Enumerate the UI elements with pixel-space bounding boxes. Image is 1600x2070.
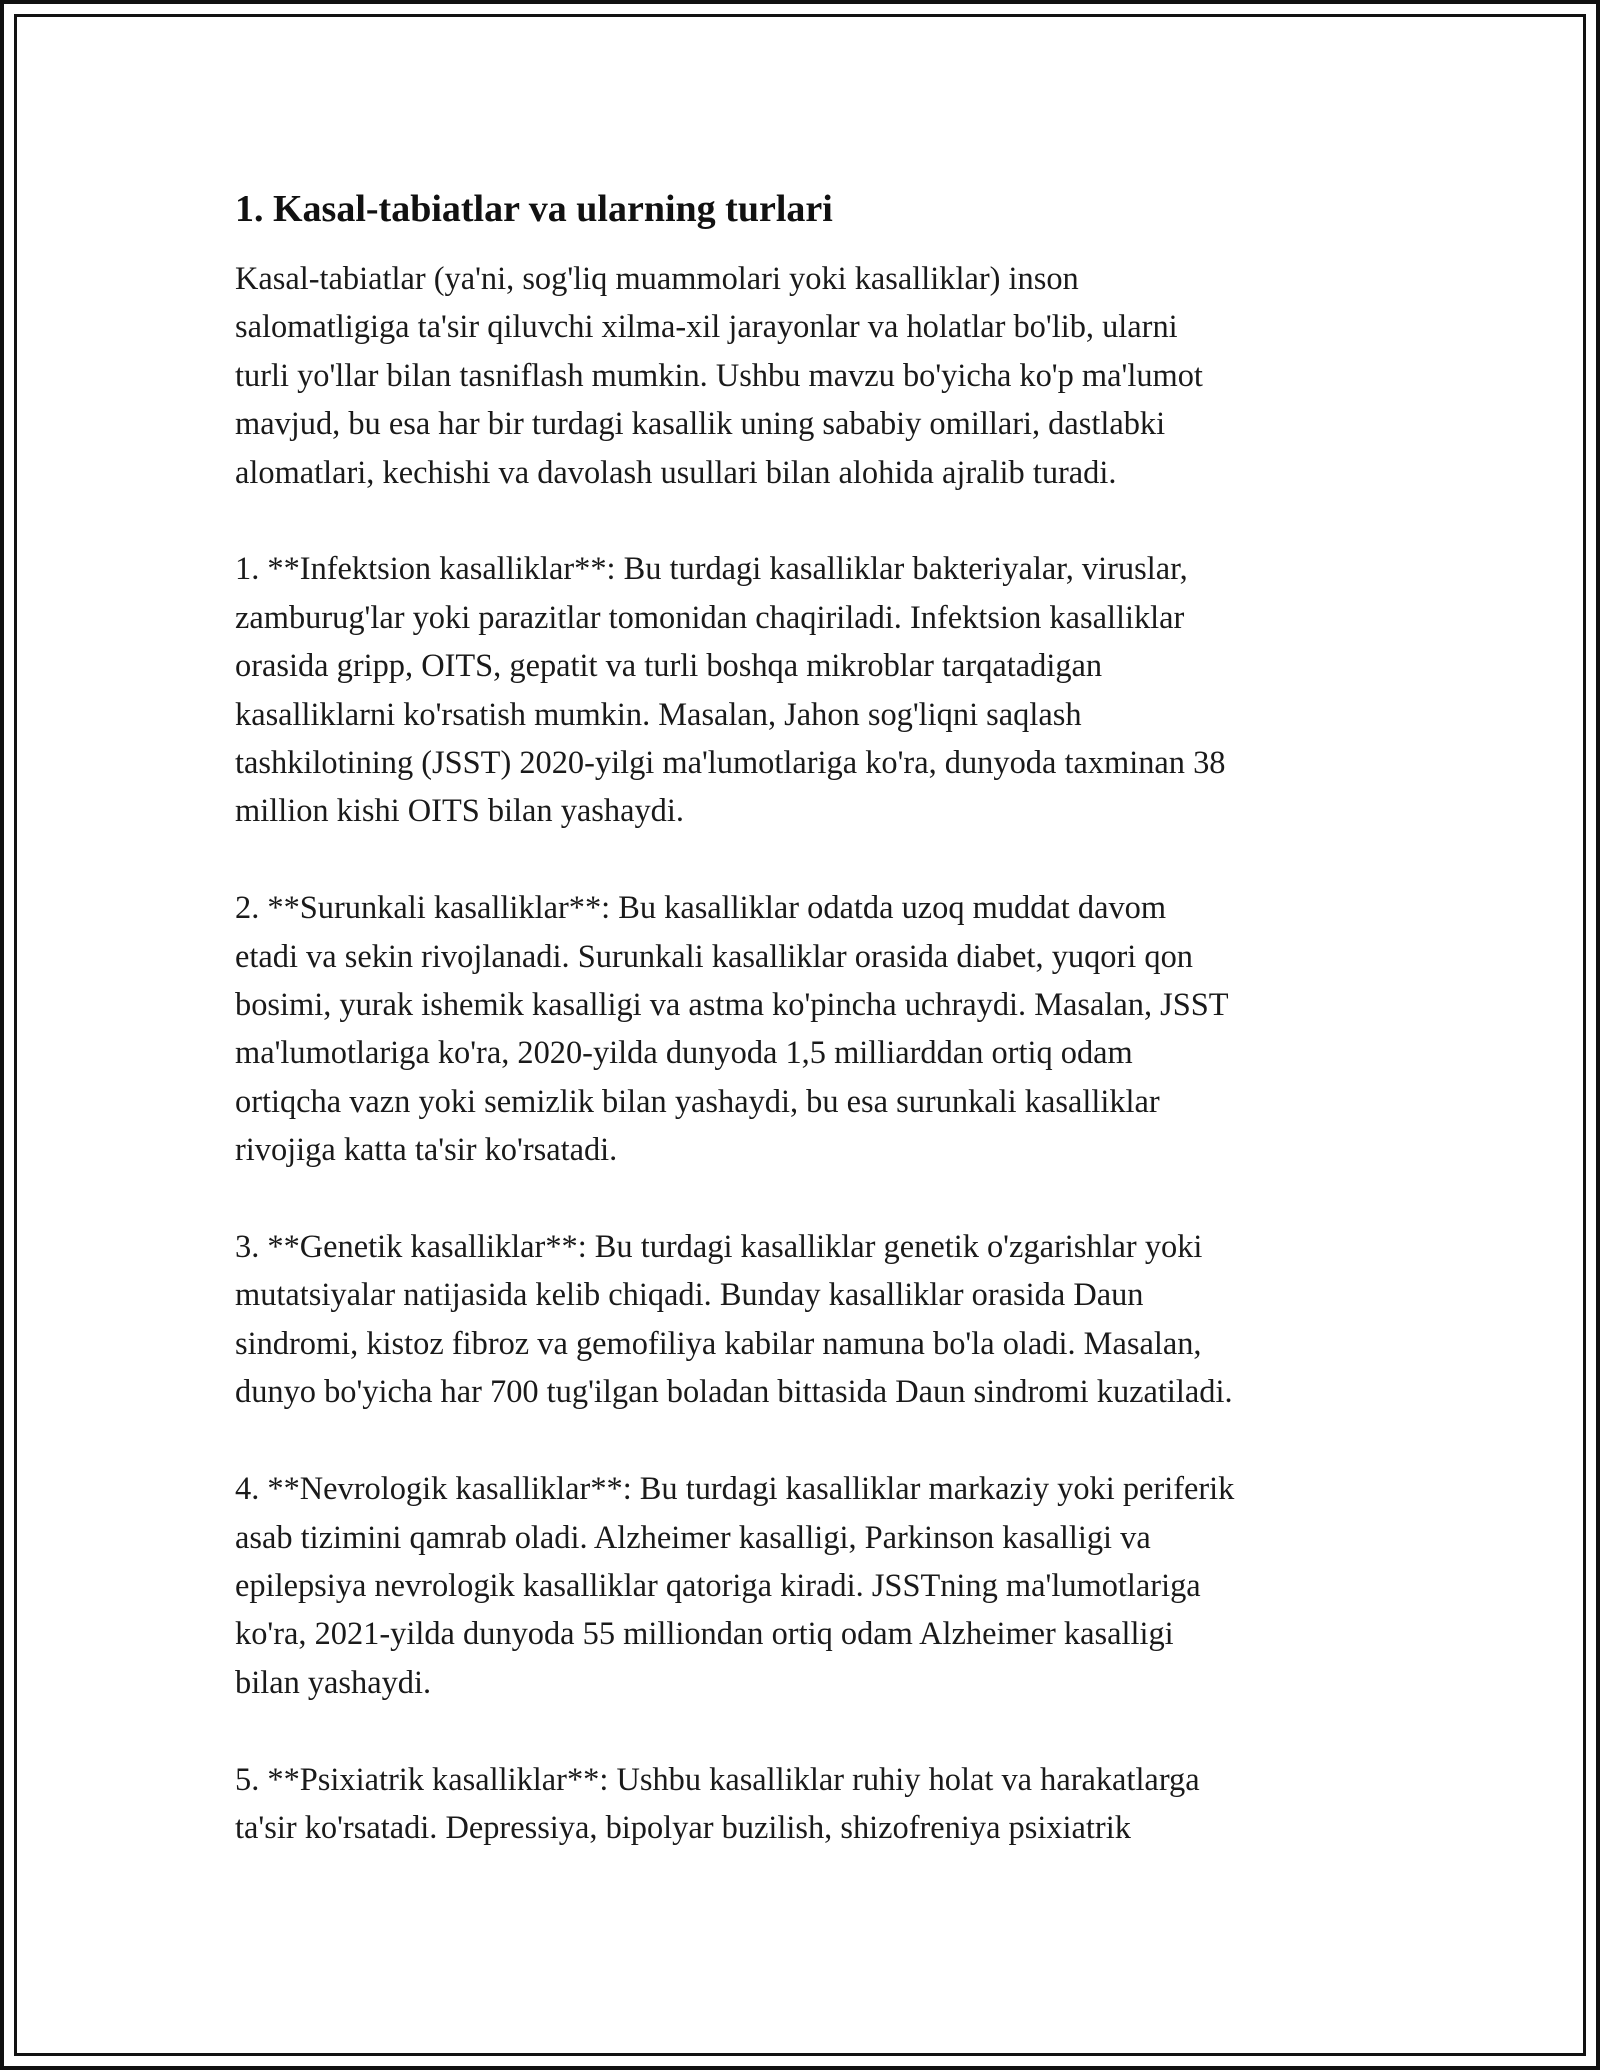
text-line: ma'lumotlariga ko'ra, 2020-yilda dunyoda 1,5 milliarddan ortiq odam [235,1035,1133,1072]
text-line: asab tizimini qamrab oladi. Alzheimer kasalligi, Parkinson kasalligi va [235,1519,1151,1556]
text-line: alomatlari, kechishi va davolash usullari bilan alohida ajralib turadi. [235,454,1117,491]
text-line: bilan yashaydi. [235,1664,432,1701]
text-line: 2. **Surunkali kasalliklar**: Bu kasalliklar odatda uzoq muddat davom [235,890,1167,927]
text-line: Kasal-tabiatlar (ya'ni, sog'liq muammolari yoki kasalliklar) inson [235,261,1079,297]
text-line: epilepsiya nevrologik kasalliklar qatoriga kiradi. JSSTning ma'lumotlariga [235,1567,1201,1604]
list-item-paragraph [235,545,1385,835]
text-line: kasalliklarni ko'rsatish mumkin. Masalan, Jahon sog'liqni saqlash [235,696,1082,733]
text-line: turli yo'llar bilan tasniflash mumkin. Ushbu mavzu bo'yicha ko'p ma'lumot [235,357,1203,394]
text-line: zamburug'lar yoki parazitlar tomonidan chaqiriladi. Infektsion kasalliklar [235,599,1185,636]
text-line: mutatsiyalar natijasida kelib chiqadi. Bunday kasalliklar orasida Daun [235,1277,1144,1314]
text-line: million kishi OITS bilan yashaydi. [235,793,684,830]
list-item-paragraph [235,1465,1385,1707]
section-title: 1. Kasal-tabiatlar va ularning turlari [235,188,833,230]
text-line: sindromi, kistoz fibroz va gemofiliya kabilar namuna bo'la oladi. Masalan, [235,1325,1202,1362]
text-line: orasida gripp, OITS, gepatit va turli boshqa mikroblar tarqatadigan [235,648,1103,685]
text-line: dunyo bo'yicha har 700 tug'ilgan boladan bittasida Daun sindromi kuzatiladi. [235,1374,1233,1411]
text-line: 5. **Psixiatrik kasalliklar**: Ushbu kasalliklar ruhiy holat va harakatlarga [235,1761,1200,1798]
text-line: ta'sir ko'rsatadi. Depressiya, bipolyar buzilish, shizofreniya psixiatrik [235,1809,1131,1846]
text-line: rivojiga katta ta'sir ko'rsatadi. [235,1132,618,1169]
intro-paragraph [235,255,1385,497]
text-line: bosimi, yurak ishemik kasalligi va astma ko'pincha uchraydi. Masalan, JSST [235,987,1229,1024]
text-line: mavjud, bu esa har bir turdagi kasallik uning sababiy omillari, dastlabki [235,406,1166,443]
document-page [235,185,1385,1901]
text-line: 4. **Nevrologik kasalliklar**: Bu turdagi kasalliklar markaziy yoki periferik [235,1471,1235,1508]
list-item-paragraph [235,1223,1385,1417]
text-line: 1. **Infektsion kasalliklar**: Bu turdagi kasalliklar bakteriyalar, viruslar, [235,551,1188,588]
text-line: tashkilotining (JSST) 2020-yilgi ma'lumotlariga ko'ra, dunyoda taxminan 38 [235,745,1226,782]
text-line: salomatligiga ta'sir qiluvchi xilma-xil jarayonlar va holatlar bo'lib, ularni [235,309,1178,346]
paragraph-list [235,255,1385,1852]
text-line: etadi va sekin rivojlanadi. Surunkali kasalliklar orasida diabet, yuqori qon [235,938,1193,975]
list-item-paragraph [235,884,1385,1174]
text-line: ko'ra, 2021-yilda dunyoda 55 milliondan ortiq odam Alzheimer kasalligi [235,1616,1174,1653]
list-item-paragraph [235,1756,1385,1853]
text-line: ortiqcha vazn yoki semizlik bilan yashaydi, bu esa surunkali kasalliklar [235,1083,1160,1120]
text-line: 3. **Genetik kasalliklar**: Bu turdagi kasalliklar genetik o'zgarishlar yoki [235,1229,1203,1266]
